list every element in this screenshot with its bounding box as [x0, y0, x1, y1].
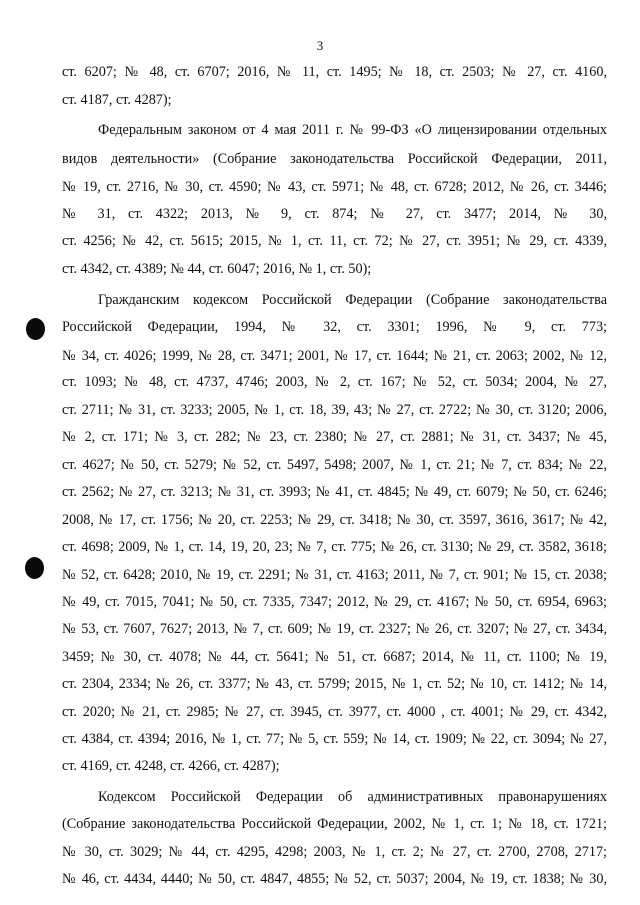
text-line: ст. 4342, ст. 4389; № 44, ст. 6047; 2016, № 1, ст. 50); [62, 261, 372, 277]
punch-hole-mark [26, 318, 45, 340]
text-line: (Собрание законодательства Российской Федерации, 2002, № 1, ст. 1; № 18, ст. 1721; [62, 816, 607, 832]
text-line: № 34, ст. 4026; 1999, № 28, ст. 3471; 2001, № 17, ст. 1644; № 21, ст. 2063; 2002, № 12, [62, 348, 607, 364]
text-line: ст. 1093; № 48, ст. 4737, 4746; 2003, № 2, ст. 167; № 52, ст. 5034; 2004, № 27, [62, 374, 607, 390]
text-line: ст. 4169, ст. 4248, ст. 4266, ст. 4287); [62, 758, 280, 774]
text-line: ст. 4187, ст. 4287); [62, 92, 172, 108]
text-line: № 52, ст. 6428; 2010, № 19, ст. 2291; № 31, ст. 4163; 2011, № 7, ст. 901; № 15, ст. 2038; [62, 567, 607, 583]
text-line: № 2, ст. 171; № 3, ст. 282; № 23, ст. 2380; № 27, ст. 2881; № 31, ст. 3437; № 45, [62, 429, 607, 445]
text-line: ст. 6207; № 48, ст. 6707; 2016, № 11, ст. 1495; № 18, ст. 2503; № 27, ст. 4160, [62, 64, 607, 80]
paragraph-first-line: Гражданским кодексом Российской Федерации (Собрание законодательства [98, 292, 607, 308]
text-line: ст. 4627; № 50, ст. 5279; № 52, ст. 5497, 5498; 2007, № 1, ст. 21; № 7, ст. 834; № 22, [62, 457, 607, 473]
text-line: № 31, ст. 4322; 2013, № 9, ст. 874; № 27, ст. 3477; 2014, № 30, [62, 206, 607, 222]
text-line: ст. 2711; № 31, ст. 3233; 2005, № 1, ст. 18, 39, 43; № 27, ст. 2722; № 30, ст. 3120; 2006, [62, 402, 607, 418]
text-line: 3459; № 30, ст. 4078; № 44, ст. 5641; № 51, ст. 6687; 2014, № 11, ст. 1100; № 19, [62, 649, 607, 665]
text-line: ст. 2562; № 27, ст. 3213; № 31, ст. 3993; № 41, ст. 4845; № 49, ст. 6079; № 50, ст. 6246; [62, 484, 607, 500]
text-line: ст. 4698; 2009, № 1, ст. 14, 19, 20, 23; № 7, ст. 775; № 26, ст. 3130; № 29, ст. 3582, 3618; [62, 539, 607, 555]
text-line: ст. 4256; № 42, ст. 5615; 2015, № 1, ст. 11, ст. 72; № 27, ст. 3951; № 29, ст. 4339, [62, 233, 607, 249]
text-line: ст. 2304, 2334; № 26, ст. 3377; № 43, ст. 5799; 2015, № 1, ст. 52; № 10, ст. 1412; № 14, [62, 676, 607, 692]
text-line: ст. 4384, ст. 4394; 2016, № 1, ст. 77; № 5, ст. 559; № 14, ст. 1909; № 22, ст. 3094; № 27, [62, 731, 607, 747]
text-line: № 53, ст. 7607, 7627; 2013, № 7, ст. 609; № 19, ст. 2327; № 26, ст. 3207; № 27, ст. 3434, [62, 621, 607, 637]
punch-hole-mark [25, 557, 44, 579]
page-number: 3 [316, 38, 324, 53]
text-line: Российской Федерации, 1994, № 32, ст. 3301; 1996, № 9, ст. 773; [62, 319, 607, 335]
paragraph-first-line: Кодексом Российской Федерации об административных правонарушениях [98, 789, 607, 805]
text-line: 2008, № 17, ст. 1756; № 20, ст. 2253; № 29, ст. 3418; № 30, ст. 3597, 3616, 3617; № 42, [62, 512, 607, 528]
text-line: № 19, ст. 2716, № 30, ст. 4590; № 43, ст. 5971; № 48, ст. 6728; 2012, № 26, ст. 3446; [62, 179, 607, 195]
text-line: видов деятельности» (Собрание законодательства Российской Федерации, 2011, [62, 151, 607, 167]
text-line: № 30, ст. 3029; № 44, ст. 4295, 4298; 2003, № 1, ст. 2; № 27, ст. 2700, 2708, 2717; [62, 844, 607, 860]
text-line: ст. 2020; № 21, ст. 2985; № 27, ст. 3945, ст. 3977, ст. 4000 , ст. 4001; № 29, ст. 4342, [62, 704, 607, 720]
text-line: № 46, ст. 4434, 4440; № 50, ст. 4847, 4855; № 52, ст. 5037; 2004, № 19, ст. 1838; № 30, [62, 871, 607, 887]
text-line: № 49, ст. 7015, 7041; № 50, ст. 7335, 7347; 2012, № 29, ст. 4167; № 50, ст. 6954, 6963; [62, 594, 607, 610]
paragraph-first-line: Федеральным законом от 4 мая 2011 г. № 99-ФЗ «О лицензировании отдельных [98, 122, 607, 138]
